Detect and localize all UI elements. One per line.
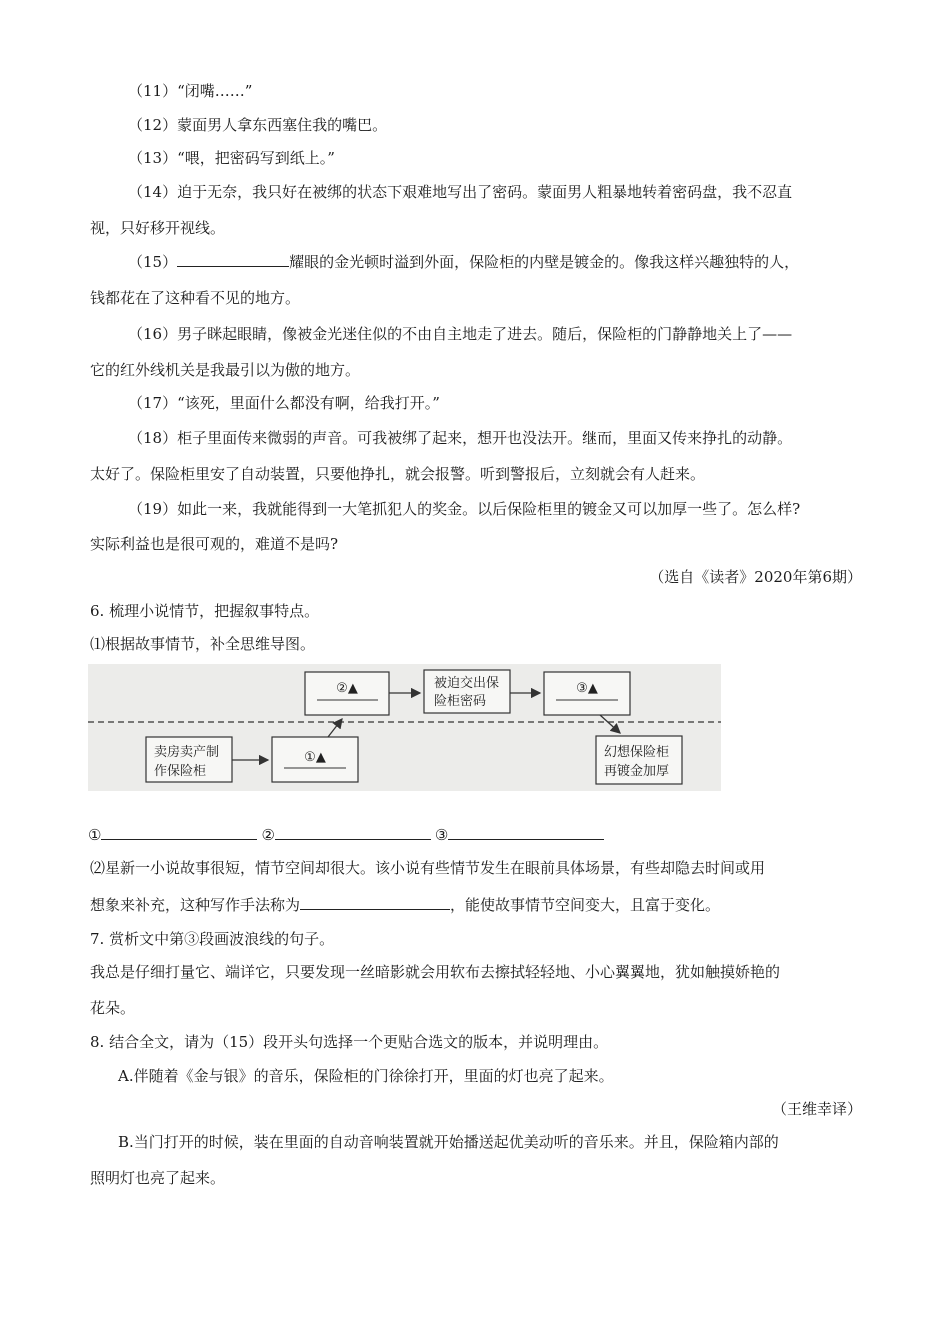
answer-mark-1: ① (88, 826, 102, 844)
paragraph-11: （11）“闭嘴……” (128, 82, 253, 100)
answer-blank-2[interactable] (275, 825, 431, 840)
question-6-title: 6. 梳理小说情节，把握叙事特点。 (90, 602, 320, 620)
node-2-label: ②▲ (336, 681, 358, 696)
question-7-title: 7. 赏析文中第③段画波浪线的句子。 (90, 930, 335, 948)
paragraph-15-line2: 钱都花在了这种看不见的地方。 (90, 289, 301, 307)
node-forced-label-2: 险柜密码 (434, 694, 487, 709)
paragraph-15-number: （15） (128, 253, 178, 271)
question-6-part2-line2 (90, 895, 870, 915)
paragraph-17: （17）“该死，里面什么都没有啊，给我打开。” (128, 394, 440, 412)
arrow-node3-to-fantasy (600, 715, 620, 733)
paragraph-14-line2: 视，只好移开视线。 (90, 219, 226, 237)
answer-mark-3: ③ (434, 826, 449, 844)
question-8-option-a: A.伴随着《金与银》的音乐，保险柜的门徐徐打开，里面的灯也亮了起来。 (118, 1067, 614, 1085)
source-citation: （选自《读者》2020年第6期） (649, 568, 862, 586)
node-sell-house-label-2: 作保险柜 (154, 764, 207, 779)
paragraph-15-line1 (128, 252, 908, 272)
question-7-quote-line2: 花朵。 (90, 999, 136, 1017)
answer-blank-1[interactable] (101, 825, 257, 840)
plot-mind-map (88, 664, 721, 791)
question-6-part1: ⑴根据故事情节，补全思维导图。 (90, 635, 316, 653)
paragraph-14-line1: （14）迫于无奈，我只好在被绑的状态下艰难地写出了密码。蒙面男人粗暴地转着密码盘，我不忍直 (128, 183, 793, 201)
paragraph-13: （13）“喂，把密码写到纸上。” (128, 149, 335, 167)
paragraph-16-line2: 它的红外线机关是我最引以为傲的地方。 (90, 361, 361, 379)
node-forced-label-1: 被迫交出保 (434, 676, 500, 691)
answer-blank-technique[interactable] (300, 895, 450, 910)
question-8-option-b-line1: B.当门打开的时候，装在里面的自动音响装置就开始播送起优美动听的音乐来。并且，保险箱内部的 (118, 1133, 779, 1151)
node-fantasy-label-1: 幻想保险柜 (604, 745, 670, 760)
answer-blank-15[interactable] (177, 252, 289, 267)
node-3-label: ③▲ (576, 681, 598, 696)
node-sell-house-label-1: 卖房卖产制 (154, 745, 220, 760)
answer-blank-3[interactable] (448, 825, 604, 840)
question-8-option-a-source: （王维幸译） (771, 1100, 862, 1118)
paragraph-19-line2: 实际利益也是很可观的，难道不是吗? (90, 535, 339, 553)
question-6-part2-pre: 想象来补充，这种写作手法称为 (90, 896, 301, 914)
paragraph-15-text: 耀眼的金光顿时溢到外面，保险柜的内壁是镀金的。像我这样兴趣独特的人， (289, 253, 800, 271)
answer-mark-2: ② (261, 826, 275, 844)
question-7-quote-line1: 我总是仔细打量它、端详它，只要发现一丝暗影就会用软布去擦拭轻轻地、小心翼翼地，犹如触摸娇艳的 (90, 963, 781, 981)
question-8-option-b-line2: 照明灯也亮了起来。 (90, 1169, 226, 1187)
question-6-part2-post: ，能使故事情节空间变大，且富于变化。 (450, 896, 721, 914)
paragraph-16-line1: （16）男子眯起眼睛，像被金光迷住似的不由自主地走了进去。随后，保险柜的门静静地关上了—— (128, 325, 793, 343)
node-fantasy-label-2: 再镀金加厚 (604, 764, 670, 779)
node-1-label: ①▲ (304, 750, 326, 765)
paragraph-18-line2: 太好了。保险柜里安了自动装置，只要他挣扎，就会报警。听到警报后，立刻就会有人赶来。 (90, 465, 706, 483)
question-6-part2-line1: ⑵星新一小说故事很短，情节空间却很大。该小说有些情节发生在眼前具体场景，有些却隐去时间或用 (90, 859, 766, 877)
paragraph-12: （12）蒙面男人拿东西塞住我的嘴巴。 (128, 116, 388, 134)
paragraph-19-line1: （19）如此一来，我就能得到一大笔抓犯人的奖金。以后保险柜里的镀金又可以加厚一些了。怎么样? (128, 500, 801, 518)
paragraph-18-line1: （18）柜子里面传来微弱的声音。可我被绑了起来，想开也没法开。继而，里面又传来挣扎的动静。 (128, 429, 793, 447)
question-8-title: 8. 结合全文，请为（15）段开头句选择一个更贴合选文的版本，并说明理由。 (90, 1033, 609, 1051)
question-6-answer-row (88, 825, 608, 845)
